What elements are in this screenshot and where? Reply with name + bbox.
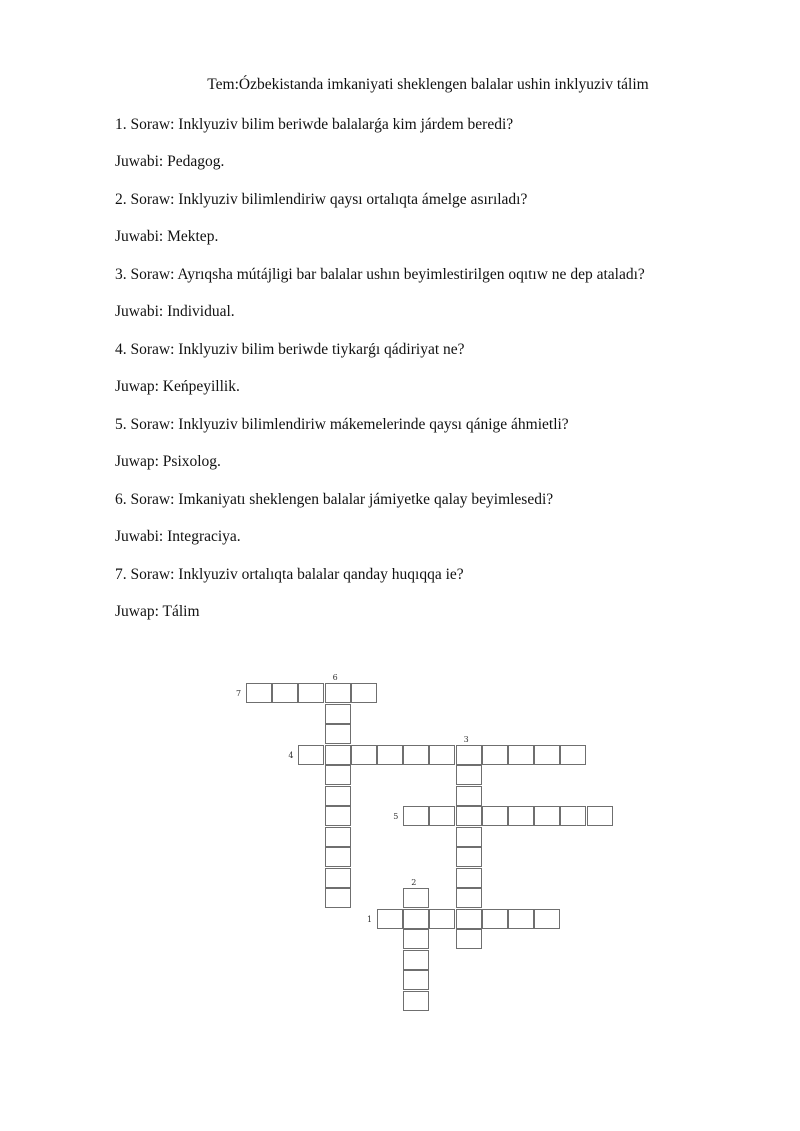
crossword-cell[interactable] [325,806,351,826]
answer-2: Juwabi: Mektep. [115,228,219,245]
question-4: 4. Soraw: Inklyuziv bilim beriwde tiykarǵı qádiriyat ne? [115,341,465,358]
crossword-cell[interactable] [560,806,586,826]
answer-5: Juwap: Psixolog. [115,453,221,470]
clue-number-4: 4 [288,750,294,760]
question-3: 3. Soraw: Ayrıqsha mútájligi bar balalar ushın beyimlestirilgen oqıtıw ne dep ataladı? [115,266,645,283]
crossword-cell[interactable] [325,704,351,724]
crossword-cell[interactable] [456,888,482,908]
clue-number-3: 3 [463,734,469,744]
crossword-cell[interactable] [456,765,482,785]
question-5: 5. Soraw: Inklyuziv bilimlendiriw mákemelerinde qaysı qánige áhmietli? [115,416,569,433]
answer-4: Juwap: Keńpeyillik. [115,378,240,395]
crossword-cell[interactable] [246,683,272,703]
crossword-cell[interactable] [456,847,482,867]
crossword-cell[interactable] [298,745,324,765]
crossword-cell[interactable] [456,929,482,949]
crossword-cell[interactable] [298,683,324,703]
crossword-cell[interactable] [456,806,482,826]
crossword-cell[interactable] [403,806,429,826]
crossword-cell[interactable] [482,806,508,826]
question-6: 6. Soraw: Imkaniyatı sheklengen balalar jámiyetke qalay beyimlesedi? [115,491,554,508]
crossword-cell[interactable] [325,724,351,744]
crossword-cell[interactable] [456,786,482,806]
crossword-cell[interactable] [351,683,377,703]
clue-number-7: 7 [236,689,242,698]
clue-number-5: 5 [393,812,399,821]
crossword-cell[interactable] [482,909,508,929]
crossword-cell[interactable] [429,745,455,765]
question-1: 1. Soraw: Inklyuziv bilim beriwde balalarǵa kim járdem beredi? [115,116,514,133]
crossword-cell[interactable] [403,929,429,949]
crossword-cell[interactable] [377,909,403,929]
crossword-cell[interactable] [403,909,429,929]
crossword-cell[interactable] [325,745,351,765]
clue-number-6: 6 [332,673,338,682]
answer-1: Juwabi: Pedagog. [115,153,225,170]
crossword-cell[interactable] [534,745,560,765]
crossword-cell[interactable] [508,909,534,929]
crossword-cell[interactable] [429,806,455,826]
crossword-cell[interactable] [351,745,377,765]
crossword-cell[interactable] [482,745,508,765]
crossword-cell[interactable] [456,827,482,847]
clue-number-1: 1 [367,914,373,924]
crossword-cell[interactable] [272,683,298,703]
crossword-cell[interactable] [325,683,351,703]
crossword-cell[interactable] [403,950,429,970]
question-7: 7. Soraw: Inklyuziv ortalıqta balalar qanday huqıqqa ie? [115,566,464,583]
crossword-cell[interactable] [403,888,429,908]
crossword-cell[interactable] [377,745,403,765]
crossword-cell[interactable] [403,745,429,765]
crossword-cell[interactable] [508,745,534,765]
crossword-cell[interactable] [456,868,482,888]
question-2: 2. Soraw: Inklyuziv bilimlendiriw qaysı ortalıqta ámelge asırıladı? [115,191,528,208]
crossword-cell[interactable] [325,888,351,908]
crossword-cell[interactable] [508,806,534,826]
crossword-cell[interactable] [403,970,429,990]
crossword-cell[interactable] [403,991,429,1011]
crossword-cell[interactable] [325,786,351,806]
page-title: Tem:Ózbekistanda imkaniyati sheklengen balalar ushin inklyuziv tálim [207,76,649,93]
crossword-cell[interactable] [429,909,455,929]
crossword-cell[interactable] [560,745,586,765]
crossword-cell[interactable] [325,868,351,888]
crossword-cell[interactable] [534,806,560,826]
crossword-cell[interactable] [587,806,613,826]
crossword-cell[interactable] [325,765,351,785]
answer-6: Juwabi: Integraciya. [115,528,241,545]
answer-7: Juwap: Tálim [115,603,200,620]
crossword-cell[interactable] [325,847,351,867]
clue-number-2: 2 [411,878,417,887]
crossword-cell[interactable] [325,827,351,847]
crossword-cell[interactable] [456,909,482,929]
answer-3: Juwabi: Individual. [115,303,235,320]
crossword-cell[interactable] [534,909,560,929]
crossword-cell[interactable] [456,745,482,765]
